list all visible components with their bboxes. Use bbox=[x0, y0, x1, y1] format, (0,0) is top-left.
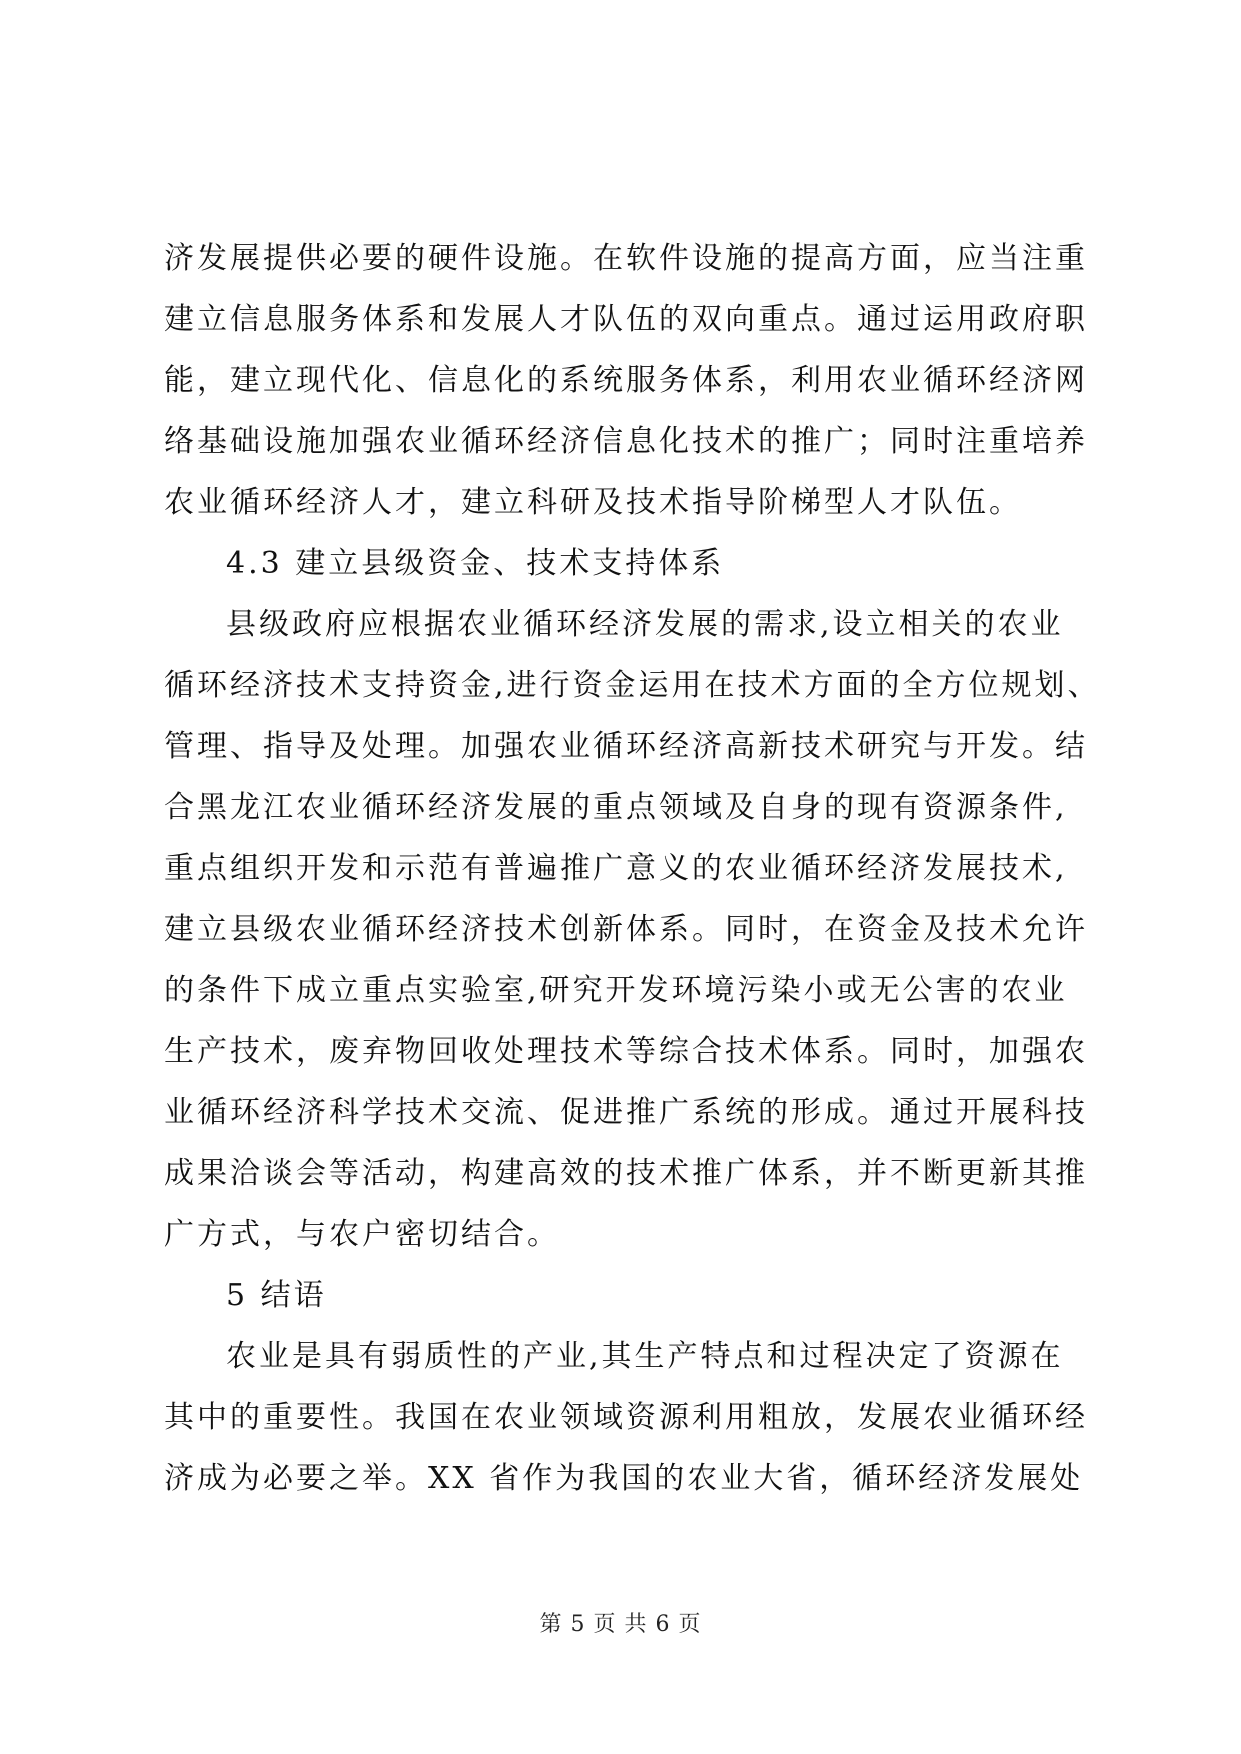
text-line: 业循环经济科学技术交流、促进推广系统的形成。通过开展科技 bbox=[164, 1095, 1088, 1130]
page-number-footer: 第 5 页 共 6 页 bbox=[539, 1612, 702, 1637]
text-line: 建立县级农业循环经济技术创新体系。同时，在资金及技术允许 bbox=[164, 912, 1088, 947]
text-line: 济发展提供必要的硬件设施。在软件设施的提高方面，应当注重 bbox=[164, 241, 1088, 276]
text-line: 建立信息服务体系和发展人才队伍的双向重点。通过运用政府职 bbox=[164, 302, 1088, 337]
text-line: 循环经济技术支持资金,进行资金运用在技术方面的全方位规划、 bbox=[164, 668, 1101, 703]
text-line: 重点组织开发和示范有普遍推广意义的农业循环经济发展技术, bbox=[164, 851, 1068, 886]
text-line: 广方式，与农户密切结合。 bbox=[164, 1217, 560, 1252]
text-line: 能，建立现代化、信息化的系统服务体系，利用农业循环经济网 bbox=[164, 363, 1088, 398]
text-line: 络基础设施加强农业循环经济信息化技术的推广；同时注重培养 bbox=[164, 424, 1088, 459]
text-line: 合黑龙江农业循环经济发展的重点领域及自身的现有资源条件, bbox=[164, 790, 1068, 825]
text-line: 管理、指导及处理。加强农业循环经济高新技术研究与开发。结 bbox=[164, 729, 1088, 764]
paragraph-first-line: 农业是具有弱质性的产业,其生产特点和过程决定了资源在 bbox=[226, 1339, 1064, 1374]
section-heading: 4.3 建立县级资金、技术支持体系 bbox=[226, 546, 725, 581]
text-line: 其中的重要性。我国在农业领域资源利用粗放，发展农业循环经 bbox=[164, 1400, 1088, 1435]
text-line: 济成为必要之举。XX 省作为我国的农业大省，循环经济发展处 bbox=[164, 1461, 1084, 1496]
paragraph-first-line: 县级政府应根据农业循环经济发展的需求,设立相关的农业 bbox=[226, 607, 1064, 642]
text-line: 成果洽谈会等活动，构建高效的技术推广体系，并不断更新其推 bbox=[164, 1156, 1088, 1191]
text-line: 农业循环经济人才，建立科研及技术指导阶梯型人才队伍。 bbox=[164, 485, 1022, 520]
text-line: 生产技术，废弃物回收处理技术等综合技术体系。同时，加强农 bbox=[164, 1034, 1088, 1069]
section-heading: 5 结语 bbox=[226, 1278, 327, 1313]
document-body bbox=[164, 228, 1101, 1509]
text-line: 的条件下成立重点实验室,研究开发环境污染小或无公害的农业 bbox=[164, 973, 1068, 1008]
